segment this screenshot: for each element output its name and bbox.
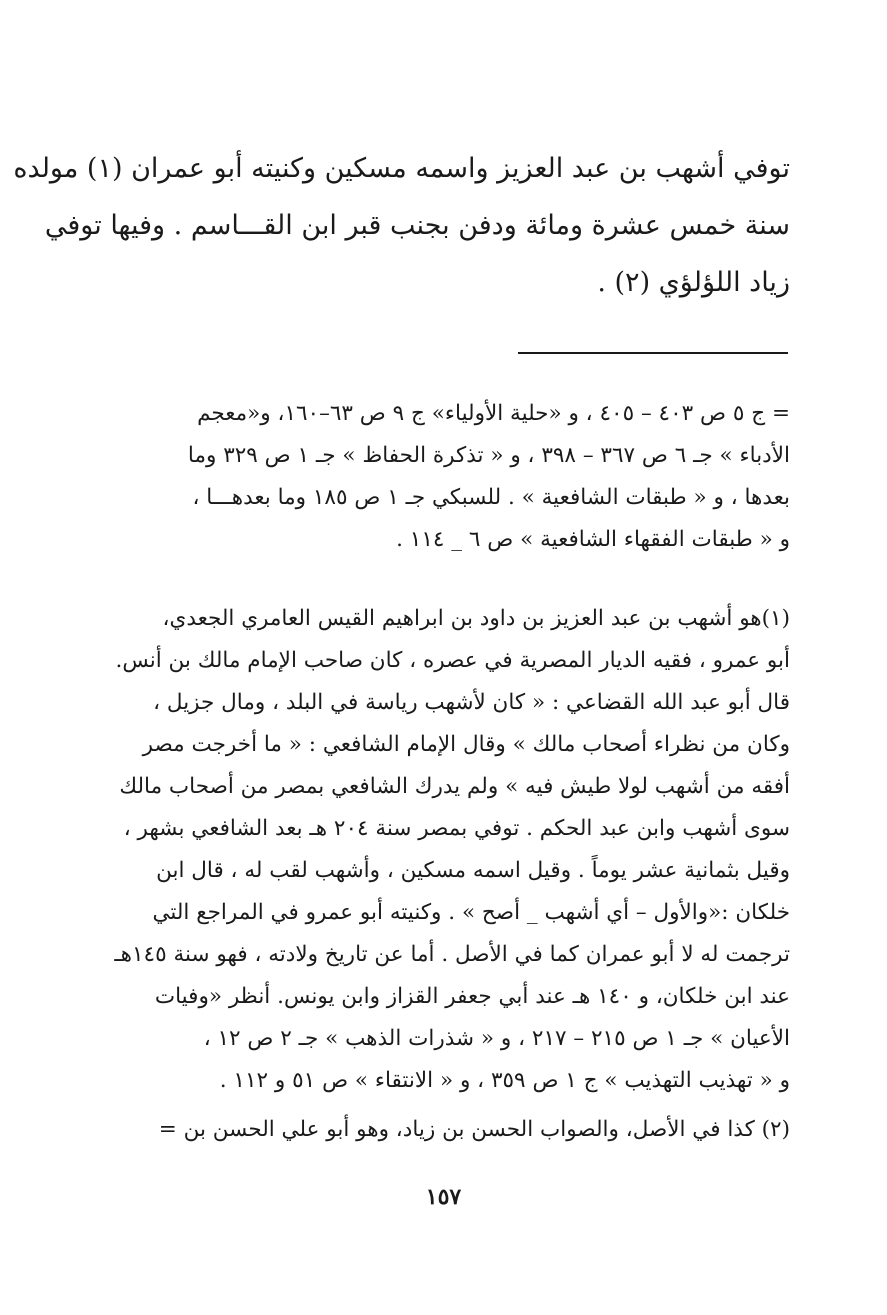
footnote-line: بعدها ، و « طبقات الشافعية » . للسبكي جـ ١ ص ١٨٥ وما بعدهـــا ، bbox=[192, 485, 790, 510]
footnote-line: عند ابن خلكان، و ١٤٠ هـ عند أبي جعفر القزاز وابن يونس. أنظر «وفيات bbox=[154, 984, 790, 1009]
footnote-line: = ج ٥ ص ٤٠٣ – ٤٠٥ ، و «حلية الأولياء» ج ٩ ص ٦٣–١٦٠، و«معجم bbox=[197, 401, 790, 426]
footnote-line: الأعيان » جـ ١ ص ٢١٥ – ٢١٧ ، و « شذرات الذهب » جـ ٢ ص ١٢ ، bbox=[203, 1026, 790, 1051]
page-number: ١٥٧ bbox=[425, 1184, 462, 1210]
main-text-line: سنة خمس عشرة ومائة ودفن بجنب قبر ابن القـــاسم . وفيها توفي bbox=[44, 210, 790, 241]
main-text-line: زياد اللؤلؤي (٢) . bbox=[597, 267, 790, 298]
footnote-line: و « تهذيب التهذيب » ج ١ ص ٣٥٩ ، و « الانتقاء » ص ٥١ و ١١٢ . bbox=[219, 1068, 790, 1093]
main-text-line: توفي أشهب بن عبد العزيز واسمه مسكين وكنيته أبو عمران (١) مولده bbox=[13, 153, 790, 184]
footnote-2 bbox=[112, 1109, 790, 1151]
footnote-line: خلكان :«والأول – أي أشهب _ أصح » . وكنيته أبو عمرو في المراجع التي bbox=[152, 900, 790, 925]
footnote-line: ترجمت له لا أبو عمران كما في الأصل . أما عن تاريخ ولادته ، فهو سنة ١٤٥هـ bbox=[114, 942, 790, 967]
footnote-separator bbox=[518, 352, 788, 354]
footnote-line: (٢) كذا في الأصل، والصواب الحسن بن زياد، وهو أبو علي الحسن بن = bbox=[158, 1117, 790, 1142]
footnote-line: وقيل بثمانية عشر يوماً . وقيل اسمه مسكين ، وأشهب لقب له ، قال ابن bbox=[156, 858, 790, 883]
footnote-line: وكان من نظراء أصحاب مالك » وقال الإمام الشافعي : « ما أخرجت مصر bbox=[142, 732, 790, 757]
footnote-line: و « طبقات الفقهاء الشافعية » ص ٦ _ ١١٤ . bbox=[396, 527, 790, 552]
main-text bbox=[13, 140, 790, 311]
footnote-1 bbox=[112, 598, 790, 1102]
footnote-line: أفقه من أشهب لولا طيش فيه » ولم يدرك الشافعي بمصر من أصحاب مالك bbox=[119, 774, 790, 799]
footnote-line: سوى أشهب وابن عبد الحكم . توفي بمصر سنة ٢٠٤ هـ بعد الشافعي بشهر ، bbox=[123, 816, 790, 841]
footnote-line: الأدباء » جـ ٦ ص ٣٦٧ – ٣٩٨ ، و « تذكرة الحفاظ » جـ ١ ص ٣٢٩ وما bbox=[187, 443, 790, 468]
continued-footnote bbox=[112, 393, 790, 561]
footnote-line: قال أبو عبد الله القضاعي : « كان لأشهب رياسة في البلد ، ومال جزيل ، bbox=[153, 690, 790, 715]
footnote-line: أبو عمرو ، فقيه الديار المصرية في عصره ، كان صاحب الإمام مالك بن أنس. bbox=[115, 648, 790, 673]
footnote-line: (١)هو أشهب بن عبد العزيز بن داود بن ابراهيم القيس العامري الجعدي، bbox=[162, 606, 790, 631]
